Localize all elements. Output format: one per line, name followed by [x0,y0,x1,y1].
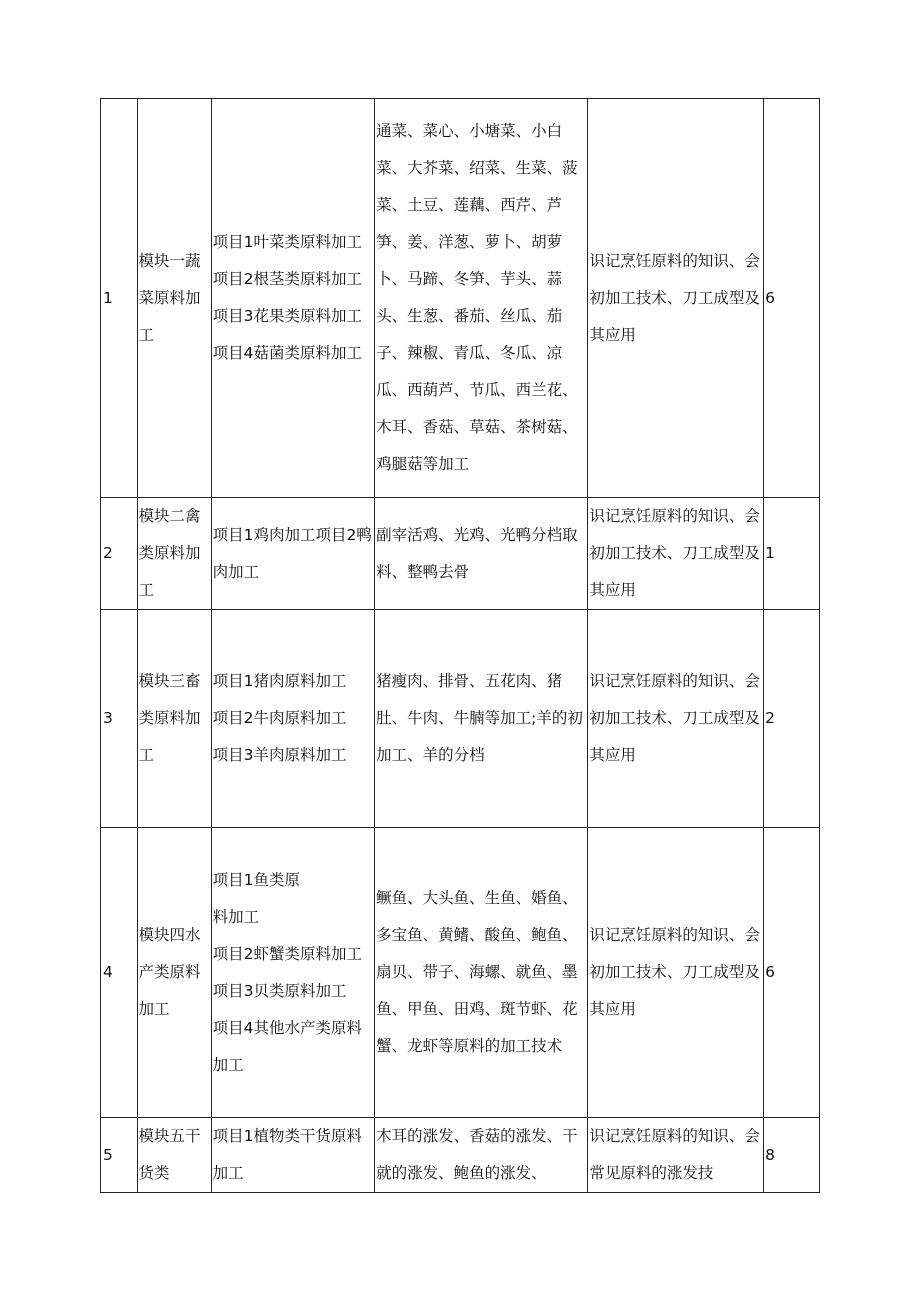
hours-cell: 2 [764,610,820,828]
module-name: 模块五干货类 [137,1118,211,1193]
content-cell: 猪瘦肉、排骨、五花肉、猪肚、牛肉、牛腩等加工;羊的初加工、羊的分档 [375,610,588,828]
module-name: 模块一蔬菜原料加工 [137,99,211,498]
requirement-cell: 识记烹饪原料的知识、会初加工技术、刀工成型及其应用 [588,99,764,498]
project-item: 项目1鸡肉加工项目2鸭肉加工 [212,525,372,581]
table-row [101,610,820,828]
project-item: 项目4菇菌类原料加工 [212,344,363,362]
project-item: 项目4其他水产类原料加工 [212,1018,363,1074]
row-index: 1 [101,99,138,498]
project-item: 项目3羊肉原料加工 [212,746,347,764]
requirement-cell: 识记烹饪原料的知识、会常见原料的涨发技 [588,1118,764,1193]
requirement-cell: 识记烹饪原料的知识、会初加工技术、刀工成型及其应用 [588,828,764,1118]
content-cell: 木耳的涨发、香菇的涨发、干就的涨发、鲍鱼的涨发、 [375,1118,588,1193]
project-list [211,828,375,1118]
table-row [101,1118,820,1193]
hours-cell: 8 [764,1118,820,1193]
module-name: 模块四水产类原料加工 [137,828,211,1118]
project-item: 项目1叶菜类原料加工 [212,233,363,251]
content-cell: 鳜鱼、大头鱼、生鱼、婚鱼、多宝鱼、黄鳍、酸鱼、鲍鱼、扇贝、带子、海螺、就鱼、墨鱼、甲鱼、田鸡、斑节虾、花蟹、龙虾等原料的加工技术 [375,828,588,1118]
table-row [101,498,820,610]
project-list [211,610,375,828]
project-list [211,498,375,610]
row-index: 4 [101,828,138,1118]
project-item: 项目1鱼类原 [212,870,301,889]
table-row [101,828,820,1118]
project-item: 项目2虾蟹类原料加工 [212,944,363,963]
requirement-cell: 识记烹饪原料的知识、会初加工技术、刀工成型及其应用 [588,610,764,828]
module-name: 模块二禽类原料加工 [137,498,211,610]
table-row [101,99,820,498]
row-index: 2 [101,498,138,610]
row-index: 3 [101,610,138,828]
content-cell: 副宰活鸡、光鸡、光鸭分档取料、整鸭去骨 [375,498,588,610]
hours-cell: 6 [764,99,820,498]
hours-cell: 1 [764,498,820,610]
module-name: 模块三畜类原料加工 [137,610,211,828]
project-item: 项目1猪肉原料加工 [212,672,347,690]
project-list [211,99,375,498]
project-item: 料加工 [212,907,260,926]
content-cell: 通菜、菜心、小塘菜、小白菜、大芥菜、绍菜、生菜、菠菜、土豆、莲藕、西芹、芦笋、姜、洋葱、萝卜、胡萝卜、马蹄、冬笋、芋头、蒜头、生葱、番茄、丝瓜、茄子、辣椒、青瓜、冬瓜、凉瓜、西葫芦、节瓜、西兰花、木耳、香菇、草菇、茶树菇、鸡腿菇等加工 [375,99,588,498]
row-index: 5 [101,1118,138,1193]
project-item: 项目1植物类干货原料加工 [212,1127,363,1182]
project-item: 项目3贝类原料加工 [212,981,347,1000]
project-item: 项目2牛肉原料加工 [212,709,347,727]
hours-cell: 6 [764,828,820,1118]
project-item: 项目2根茎类原料加工项目3花果类原料加工 [212,270,363,325]
curriculum-table [100,98,820,1193]
project-list [211,1118,375,1193]
requirement-cell: 识记烹饪原料的知识、会初加工技术、刀工成型及其应用 [588,498,764,610]
